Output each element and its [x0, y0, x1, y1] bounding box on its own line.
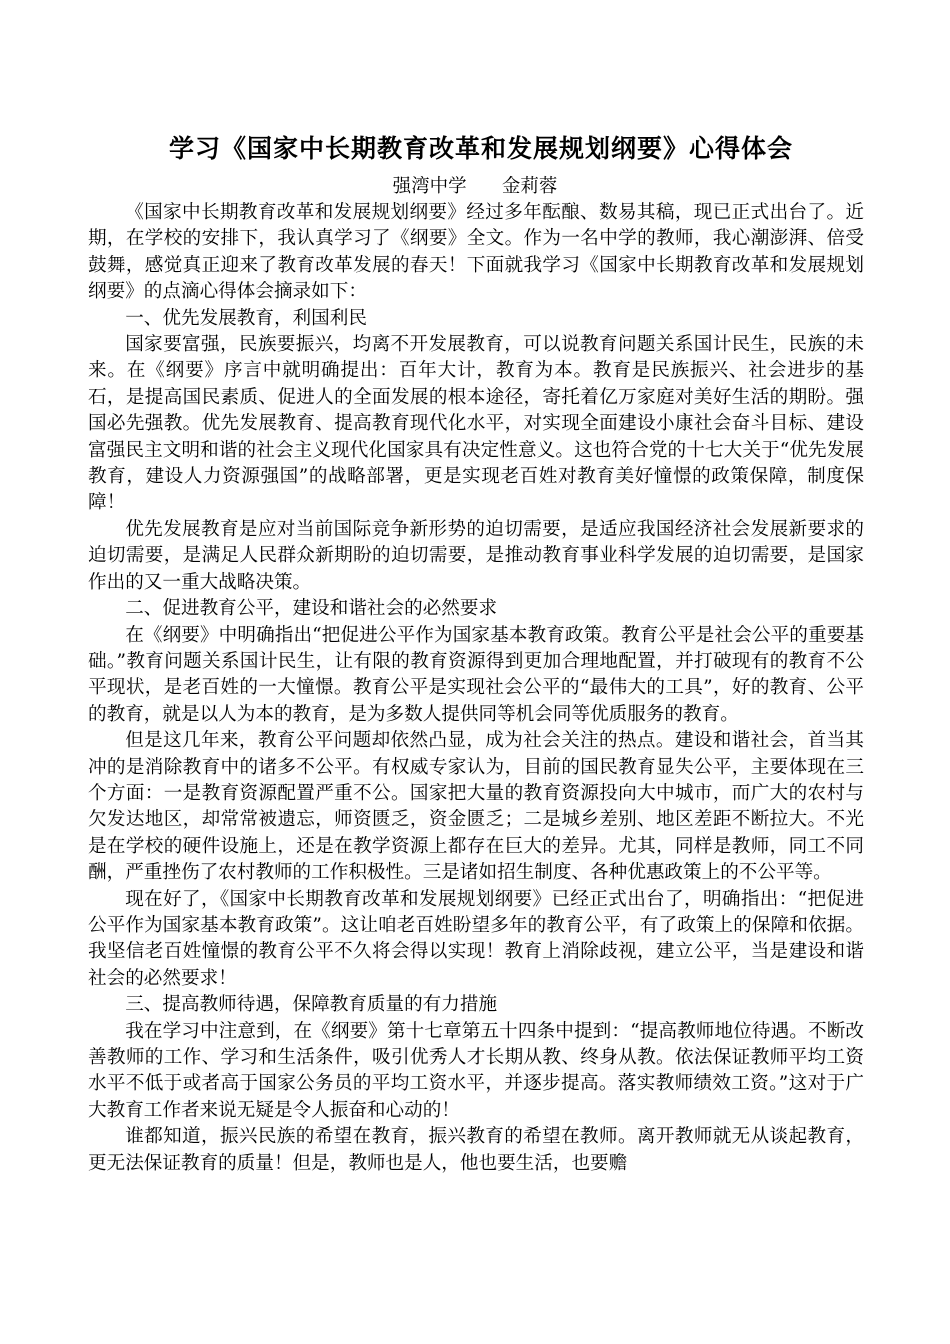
document-title: 学习《国家中长期教育改革和发展规划纲要》心得体会 — [168, 134, 793, 163]
section-heading-1: 一、优先发展教育，利国利民 — [125, 307, 367, 329]
paragraph: 在《纲要》中明确指出“把促进公平作为国家基本教育政策。教育公平是社会公平的重要基础。”教育问题关系国计民生，让有限的教育资源得到更加合理地配置，并打破现有的教育不公平现状，是老百姓的一大憧憬。教育公平是实现社会公平的“最伟大的工具”，好的教育、公平的教育，就是以人为本的教育，是为多数人提供同等机会同等优质服务的教育。 — [88, 624, 864, 725]
document-body — [88, 200, 864, 1177]
section-heading-2: 二、促进教育公平，建设和谐社会的必然要求 — [125, 598, 498, 620]
section-heading-3: 三、提高教师待遇，保障教育质量的有力措施 — [125, 994, 498, 1016]
paragraph: 但是这几年来，教育公平问题却依然凸显，成为社会关注的热点。建设和谐社会，首当其冲的是消除教育中的诸多不公平。有权威专家认为，目前的国民教育显失公平，主要体现在三个方面：一是教育资源配置严重不公。国家把大量的教育资源投向大中城市，而广大的农村与欠发达地区，却常常被遗忘，师资匮乏，资金匮乏；二是城乡差别、地区差距不断拉大。不光是在学校的硬件设施上，还是在教学资源上都存在巨大的差异。尤其，同样是教师，同工不同酬，严重挫伤了农村教师的工作积极性。三是诸如招生制度、各种优惠政策上的不公平等。 — [88, 730, 864, 884]
paragraph: 优先发展教育是应对当前国际竞争新形势的迫切需要，是适应我国经济社会发展新要求的迫切需要，是满足人民群众新期盼的迫切需要，是推动教育事业科学发展的迫切需要，是国家作出的又一重大战略决策。 — [88, 518, 864, 593]
paragraph: 国家要富强，民族要振兴，均离不开发展教育，可以说教育问题关系国计民生，民族的未来。在《纲要》序言中就明确提出：百年大计，教育为本。教育是民族振兴、社会进步的基石，是提高国民素质、促进人的全面发展的根本途径，寄托着亿万家庭对美好生活的期盼。强国必先强教。优先发展教育、提高教育现代化水平，对实现全面建设小康社会奋斗目标、建设富强民主文明和谐的社会主义现代化国家具有决定性意义。这也符合党的十七大关于“优先发展教育，建设人力资源强国”的战略部署，更是实现老百姓对教育美好憧憬的政策保障，制度保障！ — [88, 334, 864, 514]
paragraph-intro: 《国家中长期教育改革和发展规划纲要》经过多年酝酿、数易其稿，现已正式出台了。近期，在学校的安排下，我认真学习了《纲要》全文。作为一名中学的教师，我心潮澎湃、倍受鼓舞，感觉真正迎来了教育改革发展的春天！下面就我学习《国家中长期教育改革和发展规划纲要》的点滴心得体会摘录如下： — [88, 202, 864, 303]
paragraph: 现在好了，《国家中长期教育改革和发展规划纲要》已经正式出台了，明确指出：“把促进公平作为国家基本教育政策”。这让咱老百姓盼望多年的教育公平，有了政策上的保障和依据。我坚信老百姓憧憬的教育公平不久将会得以实现！教育上消除歧视，建立公平，当是建设和谐社会的必然要求！ — [88, 888, 864, 989]
author-byline: 强湾中学 金莉蓉 — [392, 176, 558, 197]
paragraph: 我在学习中注意到，在《纲要》第十七章第五十四条中提到：“提高教师地位待遇。不断改善教师的工作、学习和生活条件，吸引优秀人才长期从教、终身从教。依法保证教师平均工资水平不低于或者高于国家公务员的平均工资水平，并逐步提高。落实教师绩效工资。”这对于广大教育工作者来说无疑是令人振奋和心动的！ — [88, 1020, 864, 1121]
paragraph: 谁都知道，振兴民族的希望在教育，振兴教育的希望在教师。离开教师就无从谈起教育，更无法保证教育的质量！但是，教师也是人，他也要生活，也要赡 — [88, 1126, 864, 1174]
